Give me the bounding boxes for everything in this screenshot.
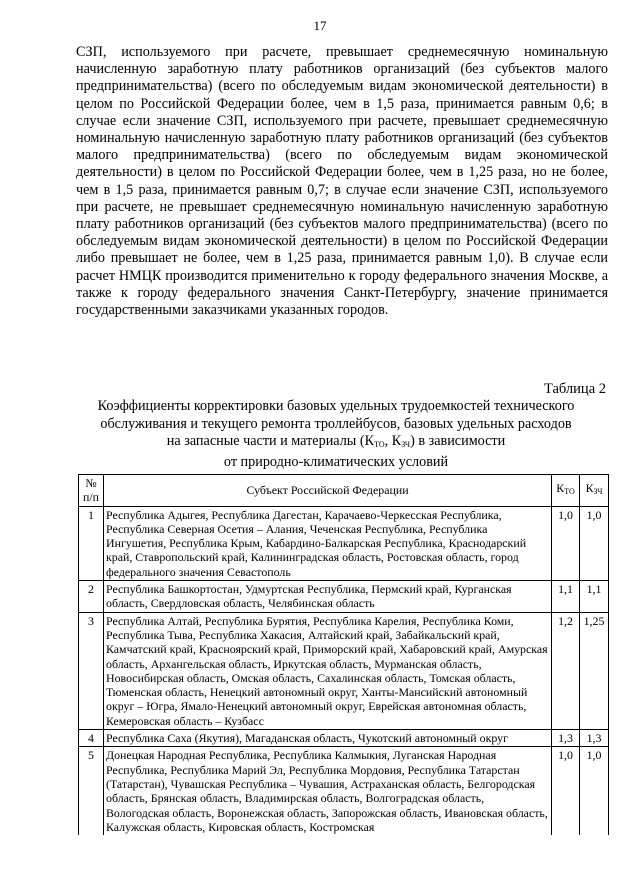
row-kto: 1,0 [552,747,580,835]
table-row [79,747,609,835]
header-number: № п/п [79,475,104,507]
table-row [79,612,609,729]
row-subjects: Республика Адыгея, Республика Дагестан, Карачаево-Черкесская Республика, Республика Северная Осетия – Алания, Чеченская Республика, Республика Ингушетия, Республика Крым, Кабардино-Балкарская Республика, Краснодарский край, Ставропольский край, Калининградская область, Ростовская область, город федерального значения Севастополь [104,506,552,580]
table-title-line-1: Коэффициенты корректировки базовых удельных трудоемкостей технического [97,398,575,414]
table-title-kto-subscript: ТО [374,440,385,449]
table-title-line-3-suffix: ) в зависимости [410,433,506,449]
table-title-line-4: от природно-климатических условий [223,453,449,470]
header-kto [552,475,580,507]
table-label: Таблица 2 [543,381,606,397]
body-paragraph: СЗП, используемого при расчете, превышает среднемесячную номинальную начисленную заработную плату работников организаций (без субъектов малого предпринимательства) (всего по обследуемым видам экономической деятельности) в целом по Российской Федерации более, чем в 1,5 раза, принимается равным 0,6; в случае если значение СЗП, используемого при расчете, превышает среднемесячную номинальную начисленную заработную плату работников организаций (без субъектов малого предпринимательства) (всего по обследуемым видам экономической деятельности) в целом по Российской Федерации более, чем в 1,25 раза, но не более, чем в 1,5 раза, принимается равным 0,7; в случае если значение СЗП, используемого при расчете, не превышает среднемесячную номинальную начисленную заработную плату работников организаций (без субъектов малого предпринимательства) (всего по обследуемым видам экономической деятельности) в целом по Российской Федерации либо превышает не более, чем в 1,25 раза, принимается равным 1,0). В случае если расчет НМЦК производится применительно к городу федерального значения Москве, а также к городу федерального значения Санкт-Петербургу, значение принимается государственными заказчиками указанных городов. [76,44,608,319]
row-subjects: Донецкая Народная Республика, Республика Калмыкия, Луганская Народная Республика, Республика Марий Эл, Республика Мордовия, Республика Татарстан (Татарстан), Чувашская Республика – Чувашия, Астраханская область, Белгородская область, Брянская область, Владимирская область, Волгоградская область, Вологодская область, Воронежская область, Запорожская область, Ивановская область, Калужская область, Кировская область, Костромская [104,747,552,835]
table-title-line-3-prefix: на запасные части и материалы (К [166,433,375,449]
row-kto: 1,1 [552,581,580,613]
row-kto: 1,0 [552,506,580,580]
table-header-row [79,475,609,507]
header-subject: Субъект Российской Федерации [104,475,552,507]
header-kzch-subscript: ЗЧ [593,487,603,497]
row-subjects: Республика Башкортостан, Удмуртская Республика, Пермский край, Курганская область, Свердловская область, Челябинская область [104,581,552,613]
header-kto-subscript: ТО [564,487,575,497]
table-title-line-2: обслуживания и текущего ремонта троллейбусов, базовых удельных расходов [100,415,572,432]
table-row [79,506,609,580]
table-title-line-3-sep: , К [384,433,402,449]
climate-coefficients-table [78,474,609,835]
row-subjects: Республика Алтай, Республика Бурятия, Республика Карелия, Республика Коми, Республика Тыва, Республика Хакасия, Алтайский край, Забайкальский край, Камчатский край, Красноярский край, Приморский край, Хабаровский край, Амурская область, Архангельская область, Иркутская область, Мурманская область, Новосибирская область, Омская область, Сахалинская область, Томская область, Тюменская область, Ненецкий автономный округ, Ханты-Мансийский автономный округ – Югра, Ямало-Ненецкий автономный округ, Еврейская автономная область, Кемеровская область – Кузбасс [104,612,552,729]
header-kzch-base: К [585,481,594,496]
row-kzch: 1,0 [580,506,609,580]
row-number: 2 [79,581,104,613]
table-row [79,581,609,613]
table-row [79,730,609,747]
table-title-line-3 [60,433,612,454]
row-number: 4 [79,730,104,747]
page-number: 17 [313,18,327,33]
header-kto-base: К [556,481,565,496]
row-kto: 1,3 [552,730,580,747]
row-kto: 1,2 [552,612,580,729]
row-number: 1 [79,506,104,580]
table-title-kzch-subscript: ЗЧ [401,440,411,449]
row-number: 3 [79,612,104,729]
row-kzch: 1,3 [580,730,609,747]
row-subjects: Республика Саха (Якутия), Магаданская область, Чукотский автономный округ [104,730,552,747]
row-number: 5 [79,747,104,835]
row-kzch: 1,25 [580,612,609,729]
table-title [60,398,612,471]
header-kzch [580,475,609,507]
row-kzch: 1,0 [580,747,609,835]
row-kzch: 1,1 [580,581,609,613]
